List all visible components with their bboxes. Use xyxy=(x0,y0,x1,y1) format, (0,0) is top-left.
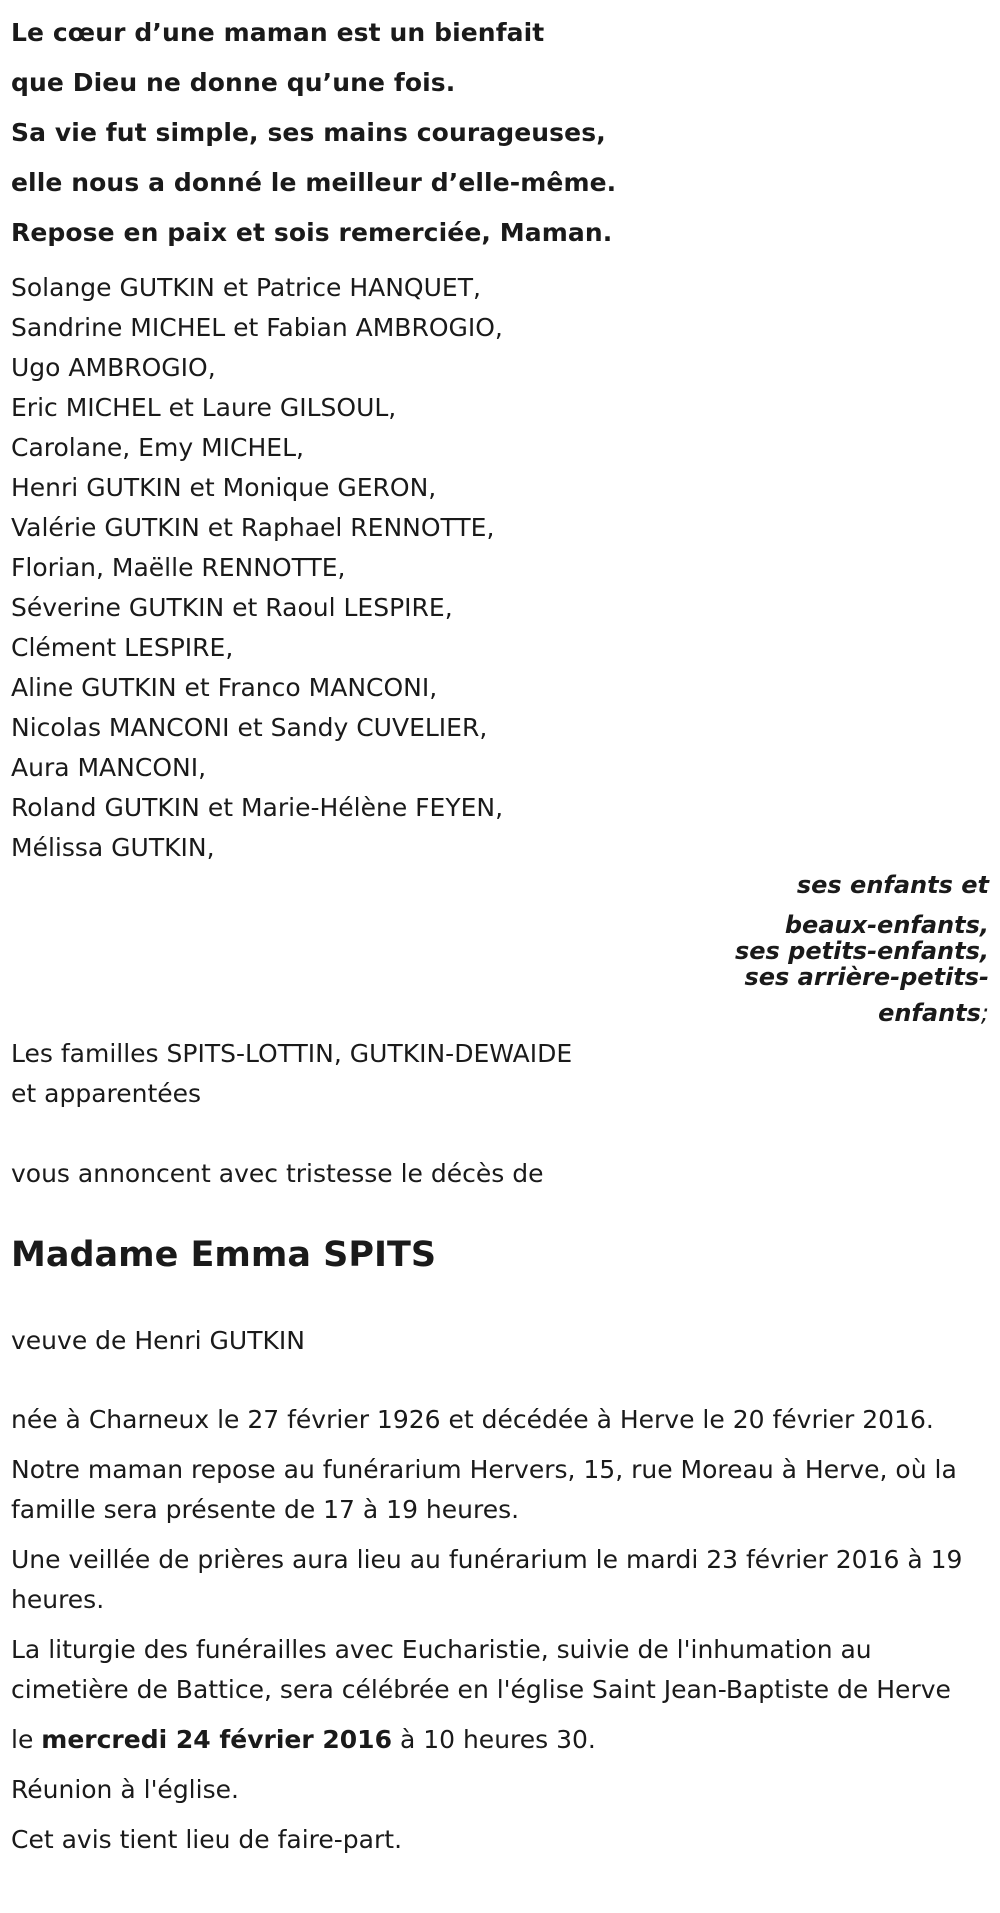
role-grandchildren: ses petits-enfants, xyxy=(734,937,989,965)
funeral-details xyxy=(11,1400,991,1870)
birth-death-info: née à Charneux le 27 février 1926 et décédée à Herve le 20 février 2016. xyxy=(11,1405,934,1434)
family-name: Ugo AMBROGIO, xyxy=(11,353,216,382)
family-name: Eric MICHEL et Laure GILSOUL, xyxy=(11,393,397,422)
family-name: Valérie GUTKIN et Raphael RENNOTTE, xyxy=(11,513,495,542)
memorial-verse xyxy=(11,0,989,258)
role-children: ses enfants et xyxy=(796,871,989,899)
family-name: Mélissa GUTKIN, xyxy=(11,833,215,862)
family-name: Séverine GUTKIN et Raoul LESPIRE, xyxy=(11,593,453,622)
family-name: Solange GUTKIN et Patrice HANQUET, xyxy=(11,273,481,302)
family-name: Sandrine MICHEL et Fabian AMBROGIO, xyxy=(11,313,503,342)
family-name: Henri GUTKIN et Monique GERON, xyxy=(11,473,437,502)
role-text: enfants xyxy=(878,999,981,1027)
role-great-grandchildren: ses arrière-petits- xyxy=(744,963,989,991)
family-name: Roland GUTKIN et Marie-Hélène FEYEN, xyxy=(11,793,504,822)
verse-line: Sa vie fut simple, ses mains courageuses, xyxy=(11,118,606,147)
verse-line: que Dieu ne donne qu’une fois. xyxy=(11,68,456,97)
announcement: vous annoncent avec tristesse le décès de xyxy=(11,1159,544,1188)
families-line: Les familles SPITS-LOTTIN, GUTKIN-DEWAIDE xyxy=(11,1039,573,1068)
notice-info: Cet avis tient lieu de faire-part. xyxy=(11,1825,403,1854)
family-name: Aline GUTKIN et Franco MANCONI, xyxy=(11,673,438,702)
liturgy-info: La liturgie des funérailles avec Eucharistie, suivie de l'inhumation au cimetière de Battice, sera célébrée en l'église Saint Jean-Baptiste de Herve xyxy=(11,1635,951,1704)
funerarium-info: Notre maman repose au funérarium Hervers, 15, rue Moreau à Herve, où la famille sera présente de 17 à 19 heures. xyxy=(11,1455,957,1524)
family-name: Florian, Maëlle RENNOTTE, xyxy=(11,553,346,582)
widow-of: veuve de Henri GUTKIN xyxy=(11,1326,305,1355)
role-in-laws: beaux-enfants, xyxy=(784,911,989,939)
family-name: Nicolas MANCONI et Sandy CUVELIER, xyxy=(11,713,488,742)
role-great-grandchildren-end xyxy=(878,998,989,1028)
role-punctuation: ; xyxy=(980,999,989,1027)
date-prefix: le xyxy=(11,1725,34,1754)
verse-line: elle nous a donné le meilleur d’elle-même. xyxy=(11,168,617,197)
verse-line: Le cœur d’une maman est un bienfait xyxy=(11,18,545,47)
families-line: et apparentées xyxy=(11,1079,202,1108)
ceremony-date xyxy=(11,1720,991,1760)
date-bold: mercredi 24 février 2016 xyxy=(41,1725,392,1754)
families-block xyxy=(11,1034,572,1114)
vigil-info: Une veillée de prières aura lieu au funérarium le mardi 23 février 2016 à 19 heures. xyxy=(11,1545,963,1614)
date-suffix: à 10 heures 30. xyxy=(399,1725,596,1754)
family-names-list xyxy=(11,268,989,868)
family-name: Clément LESPIRE, xyxy=(11,633,234,662)
family-name: Aura MANCONI, xyxy=(11,753,207,782)
deceased-name: Madame Emma SPITS xyxy=(11,1235,437,1275)
meeting-info: Réunion à l'église. xyxy=(11,1775,239,1804)
verse-line: Repose en paix et sois remerciée, Maman. xyxy=(11,218,613,247)
family-name: Carolane, Emy MICHEL, xyxy=(11,433,304,462)
